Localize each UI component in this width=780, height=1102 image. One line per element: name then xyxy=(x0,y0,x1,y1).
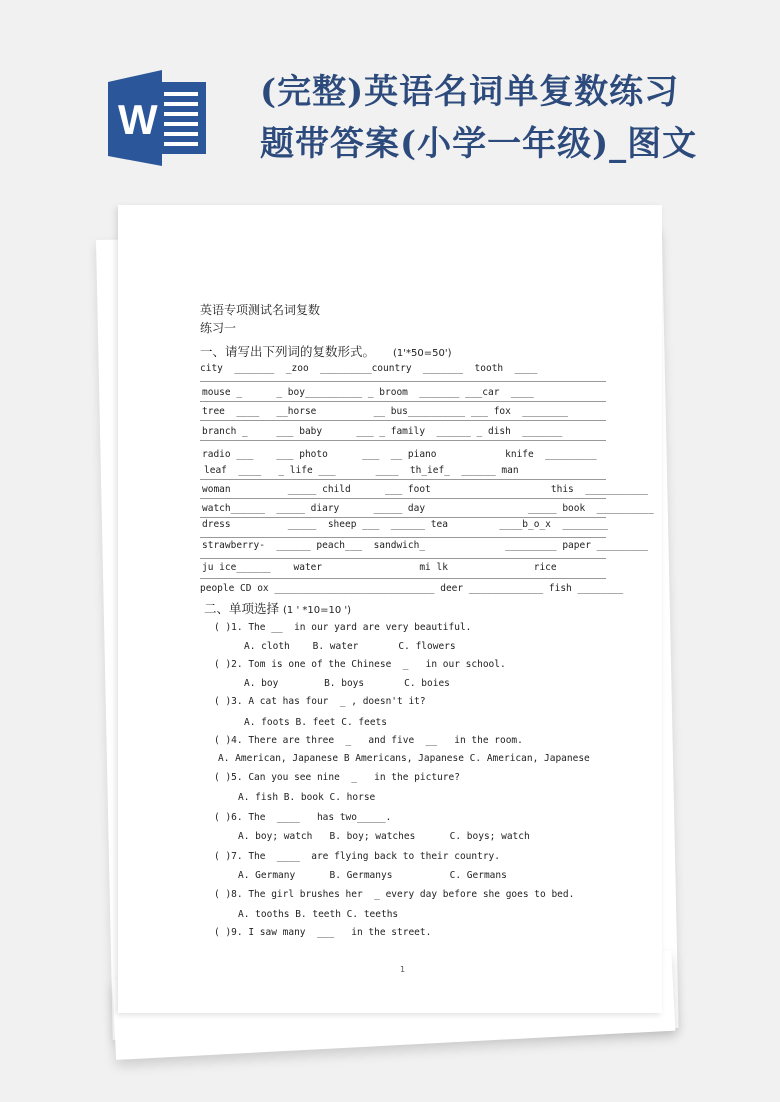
question-8-options: A. tooths B. teeth C. teeths xyxy=(238,909,399,920)
divider xyxy=(200,537,606,538)
doc-title: 英语专项测试名词复数 xyxy=(200,303,321,317)
exercise-row: ju ice______ water mi lk rice xyxy=(202,562,557,573)
question-9: ( )9. I saw many ___ in the street. xyxy=(214,927,432,938)
section-1-heading: 一、请写出下列词的复数形式。 (1'*50=50') xyxy=(200,344,452,359)
doc-subtitle: 练习一 xyxy=(200,321,237,335)
exercise-row: people CD ox ____________________________ deer _____________ fish ________ xyxy=(200,583,624,594)
section-1-score: (1'*50=50') xyxy=(393,348,452,359)
question-2-options: A. boy B. boys C. boies xyxy=(244,678,450,689)
divider xyxy=(200,517,606,518)
question-1-options: A. cloth B. water C. flowers xyxy=(244,641,456,652)
page-number: 1 xyxy=(400,965,406,974)
divider xyxy=(200,479,606,480)
exercise-row: dress _____ sheep ___ ______ tea ____b_o_x ________ xyxy=(202,519,609,530)
document-page xyxy=(118,205,662,1013)
divider xyxy=(200,498,606,499)
question-7: ( )7. The ____ are flying back to their country. xyxy=(214,851,500,862)
title-line-2: 题带答案(小学一年级)_图文 xyxy=(260,124,698,164)
divider xyxy=(200,440,606,441)
svg-text:W: W xyxy=(118,96,158,143)
exercise-row: branch _ ___ baby ___ _ family ______ _ dish _______ xyxy=(202,426,563,437)
divider xyxy=(200,420,606,421)
word-document-icon xyxy=(108,70,208,166)
exercise-row: strawberry- ______ peach___ sandwich_ _________ paper _________ xyxy=(202,540,649,551)
question-7-options: A. Germany B. Germanys C. Germans xyxy=(238,870,507,881)
exercise-row: mouse _ _ boy__________ _ broom _______ ___car ____ xyxy=(202,387,534,398)
question-8: ( )8. The girl brushes her _ every day before she goes to bed. xyxy=(214,889,575,900)
question-3: ( )3. A cat has four _ , doesn't it? xyxy=(214,696,426,707)
question-3-options: A. foots B. feet C. feets xyxy=(244,717,387,728)
exercise-row: leaf ____ _ life ___ ____ th_ief_ ______ man xyxy=(204,465,519,476)
question-1: ( )1. The __ in our yard are very beautiful. xyxy=(214,622,472,633)
divider xyxy=(200,401,606,402)
title-line-1: (完整)英语名词单复数练习 xyxy=(260,72,680,112)
question-5: ( )5. Can you see nine _ in the picture? xyxy=(214,772,460,783)
divider xyxy=(200,381,606,382)
page-title xyxy=(260,66,697,170)
exercise-row: woman _____ child ___ foot this ___________ xyxy=(202,484,649,495)
page-header xyxy=(108,66,698,166)
divider xyxy=(200,578,606,579)
question-6: ( )6. The ____ has two_____. xyxy=(214,812,392,823)
question-4: ( )4. There are three _ and five __ in the room. xyxy=(214,735,523,746)
exercise-row: watch______ _____ diary _____ day _____ book __________ xyxy=(202,503,654,514)
question-6-options: A. boy; watch B. boy; watches C. boys; watch xyxy=(238,831,530,842)
question-2: ( )2. Tom is one of the Chinese _ in our school. xyxy=(214,659,506,670)
divider xyxy=(200,558,606,559)
exercise-row: radio ___ ___ photo ___ __ piano knife _________ xyxy=(202,449,597,460)
section-2-score: (1 ' *10=10 ') xyxy=(283,605,352,616)
question-5-options: A. fish B. book C. horse xyxy=(238,792,376,803)
exercise-row: tree ____ __horse __ bus__________ ___ fox ________ xyxy=(202,406,569,417)
section-2-heading: 二、单项选择 (1 ' *10=10 ') xyxy=(204,601,352,616)
exercise-row: city _______ _zoo _________country _______ tooth ____ xyxy=(200,363,538,374)
question-4-options: A. American, Japanese B Americans, Japanese C. American, Japanese xyxy=(218,753,590,764)
